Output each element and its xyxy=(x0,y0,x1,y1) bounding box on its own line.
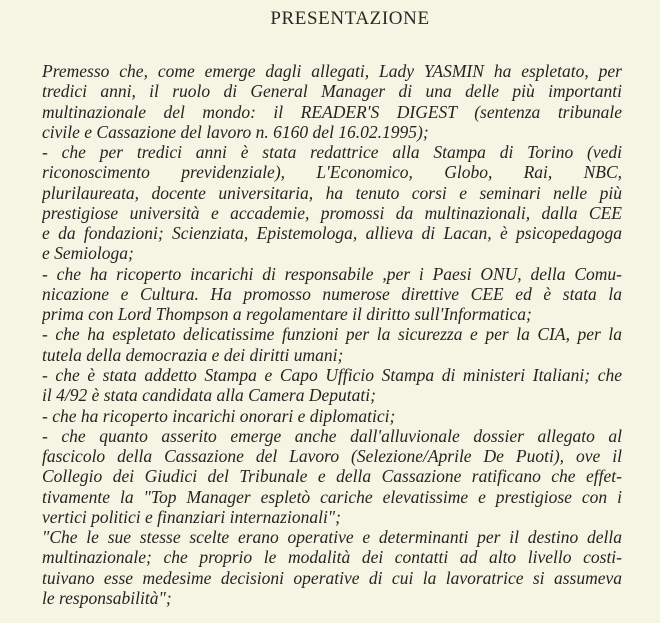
text-line: - che ha ricoperto incarichi onorari e diplomatici; xyxy=(42,405,396,426)
text-line: il 4/92 è stata candidata alla Camera Deputati; xyxy=(42,385,376,406)
text-line: Premesso che, come emerge dagli allegati, Lady YASMIN ha espletato, per xyxy=(42,61,622,81)
text-line: - che per tredici anni è stata redattrice alla Stampa di Torino (vedi xyxy=(42,142,622,163)
text-line: - che è stata addetto Stampa e Capo Ufficio Stampa di ministeri Italiani; che xyxy=(42,364,622,385)
text-line: civile e Cassazione del lavoro n. 6160 del 16.02.1995); xyxy=(42,121,429,142)
text-line: tutela della democrazia e dei diritti umani; xyxy=(42,344,344,365)
text-line: prestigiose università e accademie, promossi da multinazionali, dalla CEE xyxy=(42,202,622,223)
text-line: fascicolo della Cassazione del Lavoro (Selezione/Aprile De Puoti), ove il xyxy=(42,446,622,467)
document-title: PRESENTAZIONE xyxy=(270,8,430,29)
document-body xyxy=(42,61,622,608)
text-line: prima con Lord Thompson a regolamentare il diritto sull'Informatica; xyxy=(42,304,532,325)
text-line: plurilaureata, docente universitaria, ha tenuto corsi e seminari nelle più xyxy=(42,182,622,203)
text-line: riconoscimento previdenziale), L'Economico, Globo, Rai, NBC, xyxy=(42,162,622,183)
text-line: nicazione e Cultura. Ha promosso numerose direttive CEE ed è stata la xyxy=(42,283,622,304)
text-line: - che ha ricoperto incarichi di responsabile ,per i Paesi ONU, della Comu- xyxy=(42,263,622,284)
text-line: vertici politici e finanziari internazionali"; xyxy=(42,506,341,527)
text-line: Collegio dei Giudici del Tribunale e della Cassazione ratificano che effet- xyxy=(42,466,622,487)
text-line: le responsabilità"; xyxy=(42,587,172,608)
text-line: "Che le sue stesse scelte erano operative e determinanti per il destino della xyxy=(42,527,622,548)
text-line: - che quanto asserito emerge anche dall'alluvionale dossier allegato al xyxy=(42,425,622,446)
text-line: e da fondazioni; Scienziata, Epistemologa, allieva di Lacan, è psicopedagoga xyxy=(42,223,622,244)
text-line: tuivano esse medesime decisioni operative di cui la lavoratrice si assumeva xyxy=(42,567,622,588)
text-line: e Semiologa; xyxy=(42,243,134,264)
text-line: - che ha espletato delicatissime funzioni per la sicurezza e per la CIA, per la xyxy=(42,324,622,345)
text-line: multinazionale del mondo: il READER'S DIGEST (sentenza tribunale xyxy=(42,101,622,122)
text-line: tivamente la "Top Manager espletò cariche elevatissime e prestigiose con i xyxy=(42,486,622,507)
text-line: multinazionale; che proprio le modalità dei contatti ad alto livello costi- xyxy=(42,547,622,568)
text-line: tredici anni, il ruolo di General Manager di una delle più importanti xyxy=(42,81,622,102)
